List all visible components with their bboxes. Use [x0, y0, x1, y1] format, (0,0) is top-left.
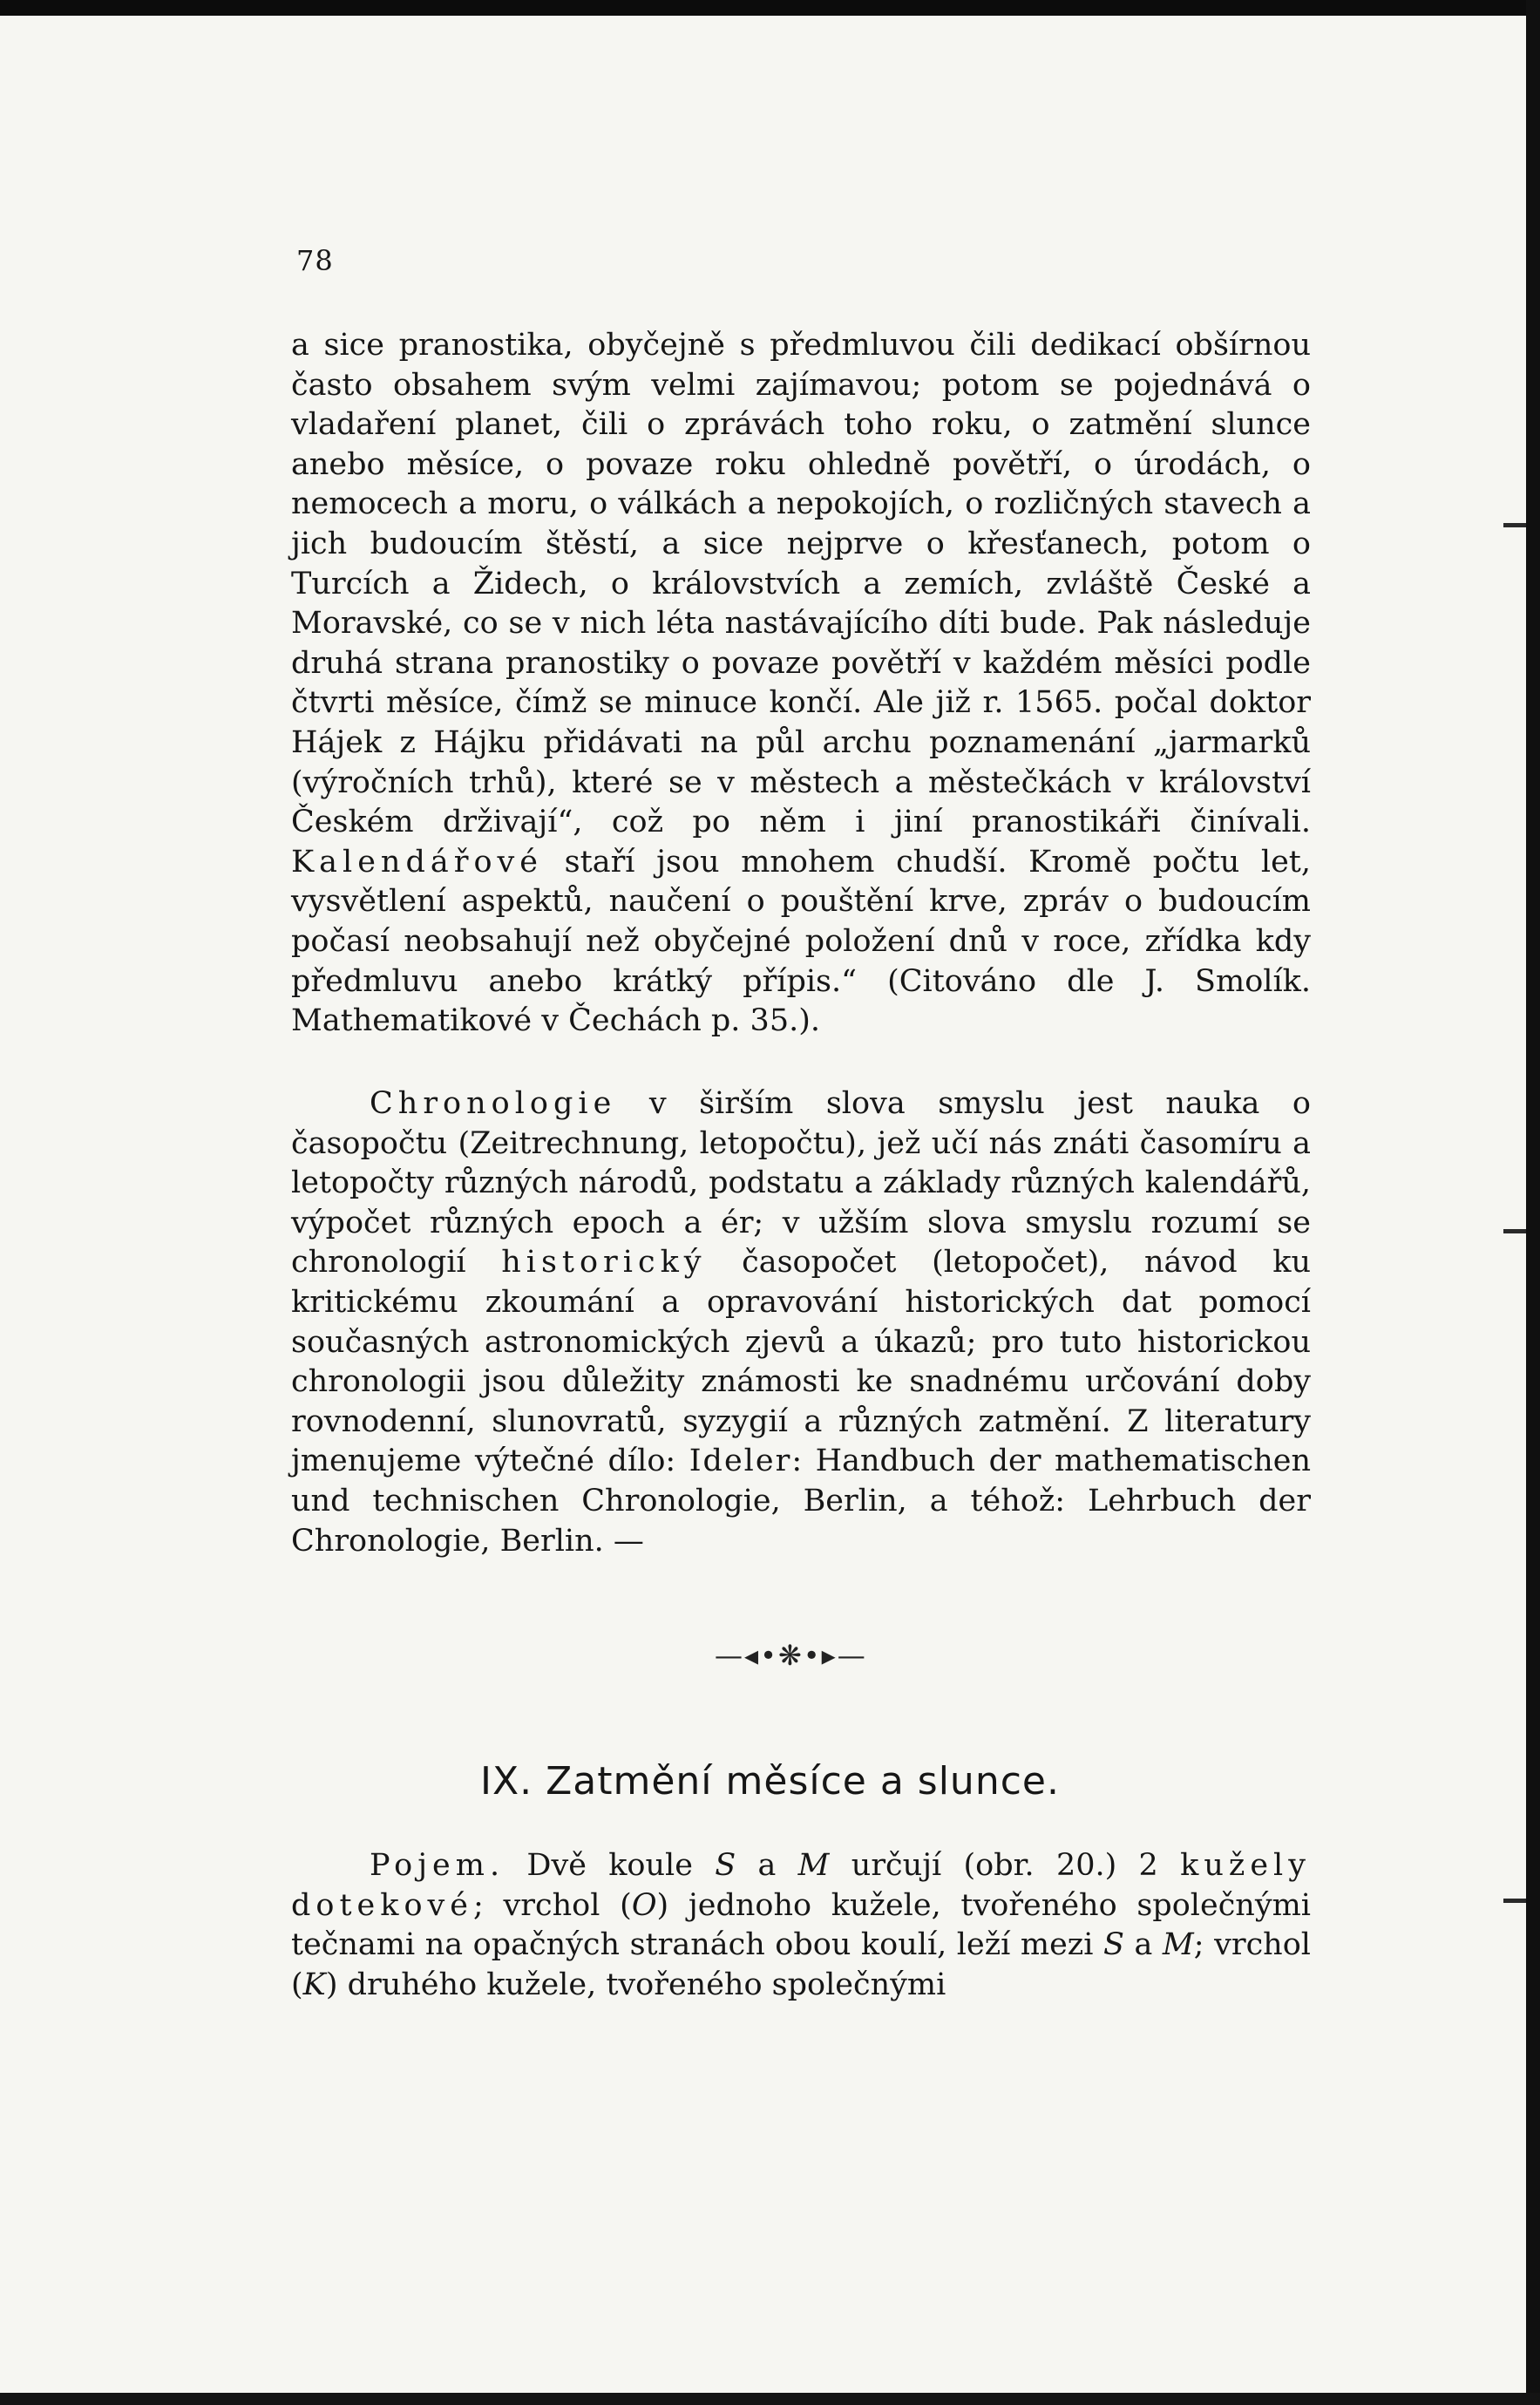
emphasized-term: Chronologie [370, 1086, 617, 1121]
edge-mark [1503, 1229, 1526, 1233]
paragraph-text: a sice pranostika, obyčejně s předmluvou čili dedikací obšírnou často obsahem svým velmi zajímavou; potom se pojednává o vladaření planet, čili o zprávách toho roku, o zatmění slunce anebo měsíce, o povaze roku ohledně povětří, o úrodách, o nemocech a moru, o válkách a nepokojích, o rozličných stavech a jich budoucím štěstí, a sice nejprve o křesťanech, potom o Turcích a Židech, o královstvích a zemích, zvláště České a Moravské, co se v nich léta nastávajícího díti bude. Pak následuje druhá strana pranostiky o povaze povětří v každém měsíci podle čtvrti měsíce, čímž se minuce končí. Ale již r. 1565. počal doktor Hájek z Hájku přidávati na půl archu poznamenání „jarmarků (výročních trhů), které se v městech a městečkách v království Českém drživají“, což po něm i jiní pranostikáři činívali. [291, 328, 1311, 840]
paragraph-text: v širším slova smyslu jest nauka o časopočtu (Zeitrechnung, letopočtu), jež učí nás znáti časomíru a letopočty různých národů, podstatu a základy různých kalendářů, výpočet různých epoch a ér; v užším slova smyslu rozumí se chronologií [291, 1086, 1311, 1281]
paragraph-text: určují (obr. 20.) 2 [829, 1848, 1181, 1883]
page-number: 78 [296, 244, 334, 277]
paragraph-text: ; vrchol ( [473, 1887, 632, 1923]
math-symbol: K [302, 1967, 326, 2002]
paragraph-text: ) druhého kužele, tvořeného společnými [325, 1967, 946, 2002]
emphasized-term: Kalendářové [291, 844, 544, 880]
math-symbol: M [1162, 1927, 1194, 1963]
scan-border-right [1526, 0, 1540, 2405]
scan-border-top [0, 0, 1540, 16]
edge-mark [1503, 523, 1526, 527]
paragraph-chronologie [291, 1084, 1311, 1561]
emphasized-term: historický [501, 1245, 707, 1281]
emphasized-term: Pojem. [370, 1848, 505, 1883]
paragraph-text: Dvě koule [505, 1848, 716, 1883]
paragraph-text: a [736, 1848, 798, 1883]
chapter-title: IX. Zatmění měsíce a slunce. [480, 1759, 1060, 1804]
paragraph-pranostika [291, 326, 1311, 1042]
emphasized-term: kužely dotekové [291, 1848, 1311, 1923]
paragraph-text: a [1123, 1927, 1163, 1963]
edge-mark [1503, 1899, 1526, 1903]
math-symbol: O [631, 1887, 657, 1923]
author-name: Ideler [689, 1444, 792, 1479]
paragraph-text: staří jsou mnohem chudší. Kromě počtu let, vysvětlení aspektů, naučení o pouštění krve, zpráv o budoucím počasí neobsahují než obyčejné položení dnů v roce, zřídka kdy předmluvu anebo krátký přípis.“ (Citováno dle J. Smolík. Mathematikové v Čechách p. 35.). [291, 844, 1311, 1039]
paragraph-text: : Handbuch der mathematischen und technischen Chronologie, Berlin, a téhož: Lehrbuch der Chronologie, Berlin. — [291, 1444, 1311, 1559]
paragraph-pojem [291, 1846, 1311, 2005]
math-symbol: S [1102, 1927, 1124, 1963]
paragraph-text: ) jednoho kužele, tvořeného společnými tečnami na opačných stranách obou koulí, leží mezi [291, 1887, 1311, 1963]
section-ornament: —◂•❋•▸— [715, 1639, 867, 1672]
math-symbol: S [715, 1848, 736, 1883]
scan-border-bottom [0, 2393, 1540, 2405]
paragraph-text: ; vrchol ( [291, 1927, 1311, 2002]
paragraph-text: časopočet (letopočet), návod ku kritickému zkoumání a opravování historických dat pomocí současných astronomických zjevů a úkazů; pro tuto historickou chronologii jsou důležity známosti ke snadnému určování doby rovnodenní, slunovratů, syzygií a různých zatmění. Z literatury jmenujeme výtečné dílo: [291, 1245, 1311, 1479]
math-symbol: M [797, 1848, 830, 1883]
